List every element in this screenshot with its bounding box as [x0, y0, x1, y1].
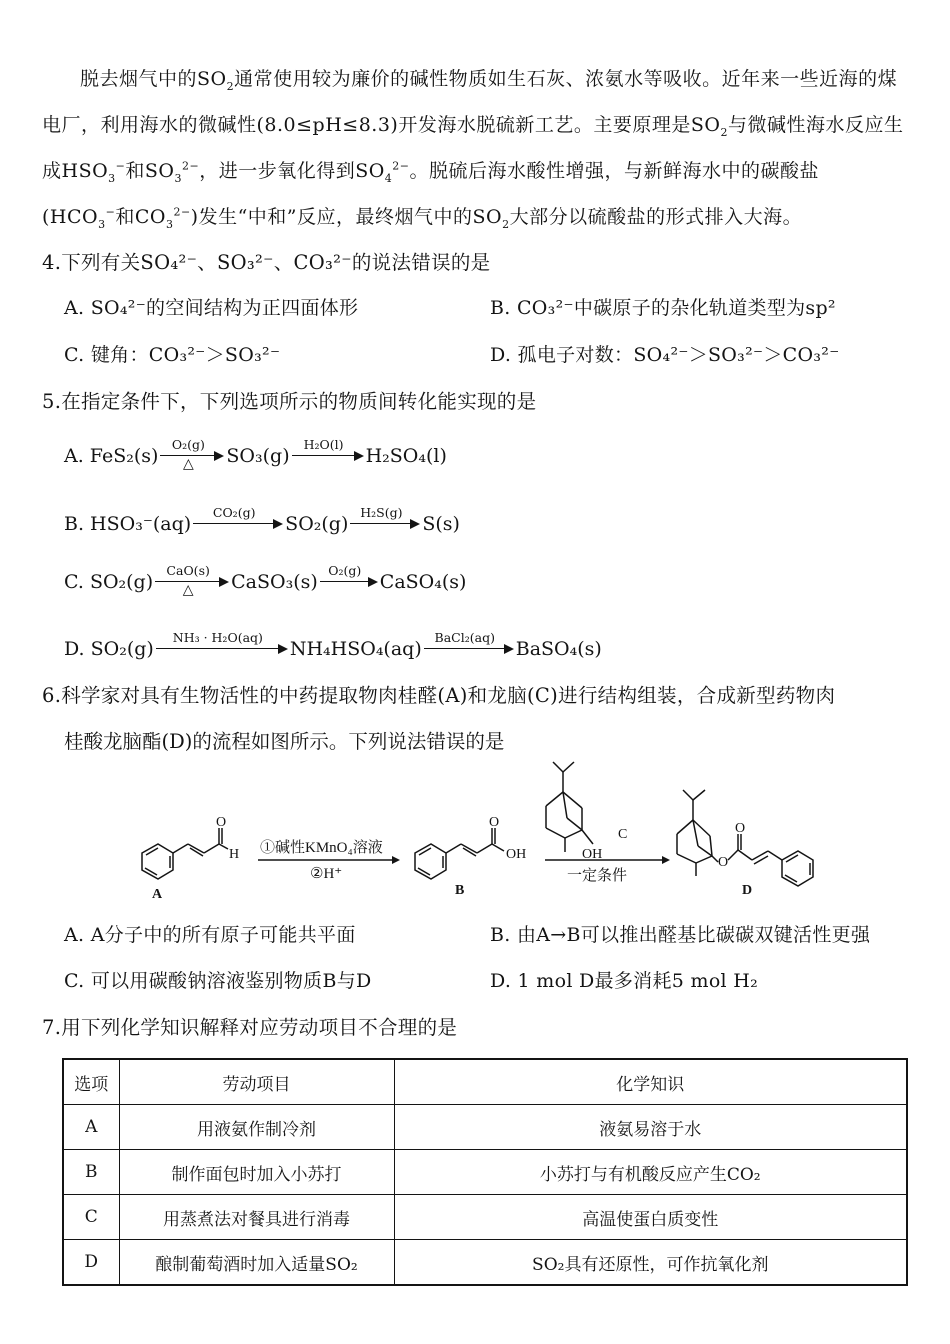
- heat-symbol: △: [183, 456, 194, 472]
- header-option: 选项: [63, 1059, 119, 1105]
- species: BaSO₄(s): [515, 638, 602, 660]
- q6-stem-line1: 6.科学家对具有生物活性的中药提取物肉桂醛(A)和龙脑(C)进行结构组装，合成新型药物肉: [42, 684, 836, 707]
- heat-symbol: △: [182, 582, 194, 598]
- reaction-arrow: [160, 436, 224, 476]
- q7-stem: 7.用下列化学知识解释对应劳动项目不合理的是: [42, 1016, 458, 1039]
- cell-knowledge: 小苏打与有机酸反应产生CO₂: [394, 1150, 907, 1195]
- hydroxyl-label: OH: [506, 847, 527, 862]
- reaction-arrow: [156, 629, 288, 669]
- hydroxyl-label: OH: [582, 847, 603, 862]
- cell-knowledge: 液氨易溶于水: [394, 1105, 907, 1150]
- oxygen-label: O: [735, 821, 746, 836]
- header-labor: 劳动项目: [119, 1059, 394, 1105]
- cell-knowledge: SO₂具有还原性，可作抗氧化剂: [394, 1240, 907, 1286]
- arrow-condition: BaCl₂(aq): [434, 630, 495, 645]
- table-row: [63, 1240, 907, 1286]
- q6-option-a: A. A分子中的所有原子可能共平面: [64, 924, 356, 946]
- species: CaSO₃(s): [231, 571, 318, 593]
- compound-label-a: A: [152, 887, 163, 902]
- species: A. FeS₂(s): [64, 445, 159, 467]
- reaction-arrow: [320, 562, 378, 602]
- benzene-ring-a: [142, 844, 173, 879]
- species: H₂SO₄(l): [365, 445, 447, 467]
- condition-1b: ②H⁺: [310, 866, 343, 882]
- q4-option-d: D. 孤电子对数：SO₄²⁻＞SO₃²⁻＞CO₃²⁻: [490, 344, 840, 366]
- reaction-scheme: [130, 760, 850, 910]
- condition-1a: ①碱性KMnO₄溶液: [260, 840, 383, 856]
- species: NH₄HSO₄(aq): [289, 638, 422, 660]
- q5-option-c: [64, 562, 466, 602]
- arrow-condition: CaO(s): [166, 563, 210, 578]
- condition-2: 一定条件: [567, 868, 628, 884]
- cell-option: A: [63, 1105, 119, 1150]
- header-knowledge: 化学知识: [394, 1059, 907, 1105]
- arrow-condition: H₂S(g): [360, 505, 403, 520]
- table-row: [63, 1105, 907, 1150]
- table-row: [63, 1195, 907, 1240]
- cell-labor: 用液氨作制冷剂: [119, 1105, 394, 1150]
- q7-table: [62, 1058, 908, 1286]
- reaction-arrow: [350, 504, 420, 544]
- species: D. SO₂(g): [64, 638, 154, 660]
- q5-stem: 5.在指定条件下，下列选项所示的物质间转化能实现的是: [42, 390, 537, 413]
- q5-option-d: [64, 629, 602, 669]
- species: CaSO₄(s): [379, 571, 467, 593]
- cell-option: B: [63, 1150, 119, 1195]
- benzene-ring-b: [415, 844, 446, 879]
- hydrogen-label: H: [229, 847, 240, 862]
- species: B. HSO₃⁻(aq): [64, 513, 192, 535]
- cell-labor: 用蒸煮法对餐具进行消毒: [119, 1195, 394, 1240]
- compound-label-c: C: [618, 827, 628, 842]
- reaction-arrow: [424, 629, 514, 669]
- reaction-arrow: [193, 504, 283, 544]
- arrow-condition: NH₃ · H₂O(aq): [172, 630, 263, 645]
- q4-option-b: B. CO₃²⁻中碳原子的杂化轨道类型为sp²: [490, 297, 836, 319]
- cell-knowledge: 高温使蛋白质变性: [394, 1195, 907, 1240]
- q6-option-b: B. 由A→B可以推出醛基比碳碳双键活性更强: [490, 924, 871, 946]
- q6-option-c: C. 可以用碳酸钠溶液鉴别物质B与D: [64, 970, 372, 992]
- oxygen-label: O: [489, 815, 500, 830]
- compound-label-b: B: [455, 883, 465, 898]
- reaction-arrow: [292, 436, 364, 476]
- q6-stem-line2: 桂酸龙脑酯(D)的流程如图所示。下列说法错误的是: [64, 730, 505, 753]
- oxygen-label: O: [216, 815, 227, 830]
- table-row: [63, 1150, 907, 1195]
- q5-option-b: [64, 504, 460, 544]
- q4-stem: 4.下列有关SO₄²⁻、SO₃²⁻、CO₃²⁻的说法错误的是: [42, 251, 491, 274]
- arrow-condition: O₂(g): [328, 563, 362, 578]
- arrow-condition: H₂O(l): [303, 437, 344, 452]
- species: SO₃(g): [226, 445, 290, 467]
- cell-option: C: [63, 1195, 119, 1240]
- benzene-ring-d: [782, 851, 813, 886]
- q5-option-a: [64, 436, 447, 476]
- cell-labor: 制作面包时加入小苏打: [119, 1150, 394, 1195]
- cell-option: D: [63, 1240, 119, 1286]
- species: C. SO₂(g): [64, 571, 154, 593]
- cell-labor: 酿制葡萄酒时加入适量SO₂: [119, 1240, 394, 1286]
- arrow-condition: O₂(g): [171, 437, 205, 452]
- table-header-row: [63, 1059, 907, 1105]
- q4-option-c: C. 键角：CO₃²⁻＞SO₃²⁻: [64, 344, 281, 366]
- reaction-arrow: [155, 562, 229, 602]
- arrow-condition: CO₂(g): [212, 505, 256, 520]
- compound-label-d: D: [742, 883, 753, 898]
- ester-oxygen-label: O: [718, 855, 729, 870]
- q6-option-d: D. 1 mol D最多消耗5 mol H₂: [490, 970, 759, 992]
- intro-paragraph: 脱去烟气中的$SO_2$通常使用较为廉价的碱性物质如生石灰、浓氨水等吸收。近年来一些近海的煤电厂，利用海水的微碱性(8.0≤pH≤8.3)开发海水脱硫新工艺。主要原理是$SO_2$与微碱性海水反应生成$HSO_3^-$和$SO_3^{2-}$，进一步氧化得到$SO_4^{2-}$。脱硫后海水酸性增强，与新鲜海水中的碳酸盐($HCO_3^-$和$CO_3^{2-}$)发生“中和”反应，最终烟气中的$SO_2$大部分以硫酸盐的形式排入大海。: [42, 68, 904, 231]
- q4-option-a: A. SO₄²⁻的空间结构为正四面体形: [64, 297, 359, 319]
- species: S(s): [422, 513, 460, 535]
- species: SO₂(g): [285, 513, 349, 535]
